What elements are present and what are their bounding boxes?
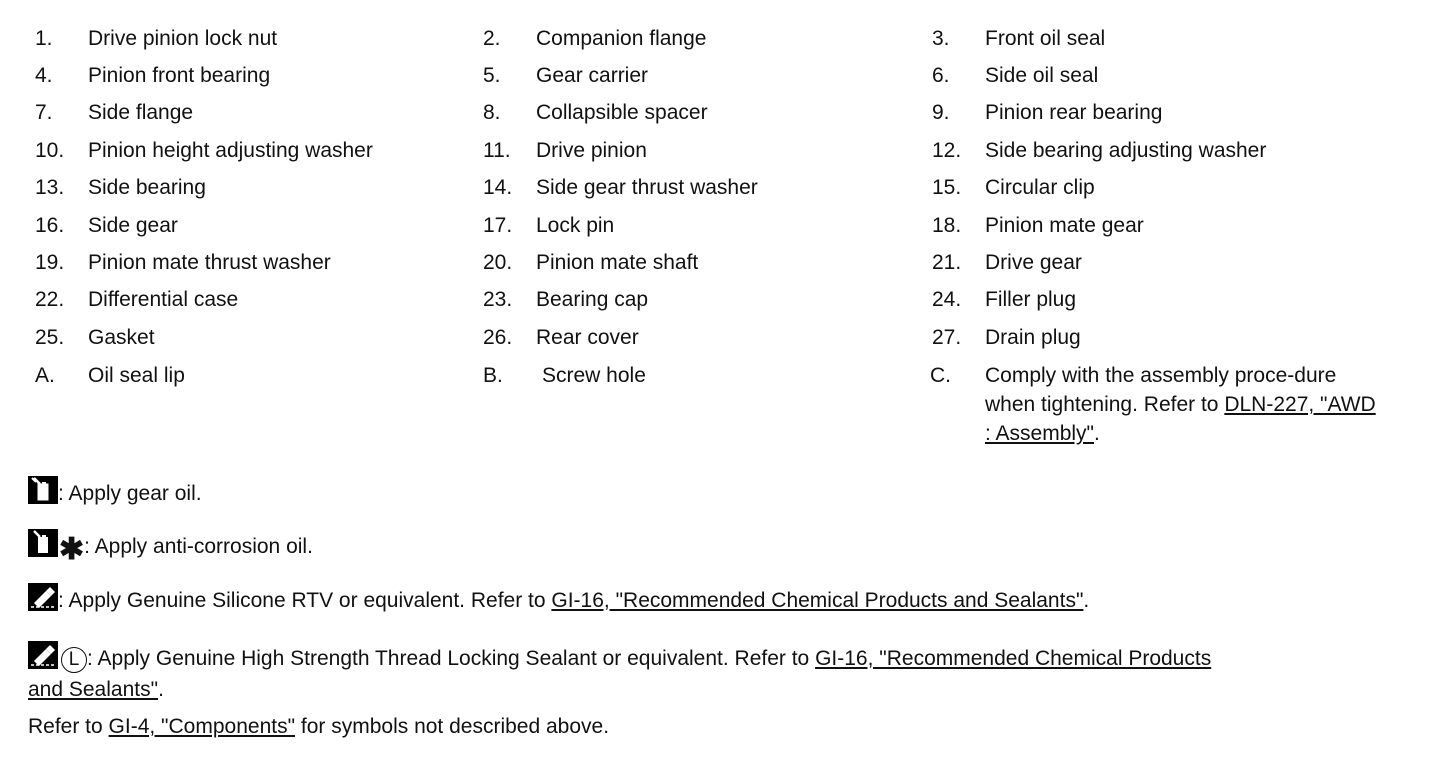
part-number: 24.	[932, 288, 962, 311]
part-label: Drain plug	[985, 326, 1081, 349]
legend-gear-oil: : Apply gear oil.	[28, 476, 202, 508]
part-number: 2.	[483, 27, 501, 50]
part-label: Pinion mate shaft	[536, 251, 699, 274]
part-number: 10.	[35, 139, 65, 162]
legend-refer: Refer to GI-4, "Components" for symbols not described above.	[28, 715, 610, 738]
sealant-tube-icon	[28, 583, 58, 611]
part-label: Bearing cap	[536, 288, 649, 311]
part-label: Side bearing adjusting washer	[985, 139, 1267, 162]
gi-16-link-2[interactable]: GI-16, "Recommended Chemical Products	[815, 647, 1212, 670]
part-number: 4.	[35, 64, 53, 87]
part-label: Filler plug	[985, 288, 1077, 311]
part-number: 20.	[483, 251, 513, 274]
part-label: Gasket	[88, 326, 155, 349]
sealant-tube-icon	[28, 641, 58, 669]
gi-16-link[interactable]: GI-16, "Recommended Chemical Products and Sealants"	[551, 589, 1084, 612]
legend-thread-lock-cont: and Sealants".	[28, 678, 164, 701]
part-number: 21.	[932, 251, 962, 274]
oil-can-icon	[28, 529, 58, 557]
part-number: 27.	[932, 326, 962, 349]
part-label: Drive pinion lock nut	[88, 27, 278, 50]
dln-227-link[interactable]: DLN-227, "AWD : Assembly"	[985, 393, 1376, 445]
part-label: Lock pin	[536, 214, 615, 237]
part-number: 19.	[35, 251, 65, 274]
part-number: 15.	[932, 176, 962, 199]
part-number: 17.	[483, 214, 513, 237]
part-label: Side gear thrust washer	[536, 176, 758, 199]
part-label: Side bearing	[88, 176, 206, 199]
part-number: 6.	[932, 64, 950, 87]
part-label: Pinion rear bearing	[985, 101, 1163, 124]
part-number: 14.	[483, 176, 513, 199]
part-label: Screw hole	[542, 364, 646, 387]
part-label: Companion flange	[536, 27, 707, 50]
part-number: 5.	[483, 64, 501, 87]
legend-silicone: : Apply Genuine Silicone RTV or equivalent. Refer to GI-16, "Recommended Chemical Products and Sealants".	[28, 583, 1089, 615]
part-label: Front oil seal	[985, 27, 1106, 50]
part-number: 3.	[932, 27, 950, 50]
part-number: 23.	[483, 288, 513, 311]
part-number: 25.	[35, 326, 65, 349]
part-number: 13.	[35, 176, 65, 199]
circle-l-icon: L	[61, 647, 87, 673]
part-number: 26.	[483, 326, 513, 349]
part-label: Circular clip	[985, 176, 1095, 199]
part-label: Drive pinion	[536, 139, 647, 162]
part-label: Pinion front bearing	[88, 64, 271, 87]
part-label: Side flange	[88, 101, 194, 124]
part-label: Differential case	[88, 288, 239, 311]
part-number: A.	[35, 364, 55, 387]
part-number: 11.	[483, 139, 511, 162]
part-number: B.	[483, 364, 503, 387]
part-label: Oil seal lip	[88, 364, 185, 387]
part-number: 9.	[932, 101, 950, 124]
gi-4-link[interactable]: GI-4, "Components"	[108, 715, 296, 738]
part-label: Pinion mate gear	[985, 214, 1144, 237]
part-label: Gear carrier	[536, 64, 649, 87]
gi-16-link-2-cont[interactable]: and Sealants"	[28, 678, 159, 701]
note-c-text: Comply with the assembly proce-dure when tightening. Refer to DLN-227, "AWD : Assembly".	[985, 364, 1376, 445]
part-number: 12.	[932, 139, 962, 162]
legend-thread-lock: L : Apply Genuine High Strength Thread Locking Sealant or equivalent. Refer to GI-16, "Recommended Chemical Products	[28, 641, 1211, 673]
part-number: 22.	[35, 288, 65, 311]
oil-can-icon	[28, 476, 58, 504]
asterisk-mark: ✱	[59, 533, 85, 566]
note-c-number: C.	[930, 364, 951, 387]
part-label: Side oil seal	[985, 64, 1099, 87]
legend-anti-corrosion: ✱: Apply anti-corrosion oil.	[28, 529, 313, 564]
part-label: Collapsible spacer	[536, 101, 708, 124]
part-number: 1.	[35, 27, 53, 50]
part-number: 16.	[35, 214, 65, 237]
part-label: Pinion height adjusting washer	[88, 139, 373, 162]
part-label: Pinion mate thrust washer	[88, 251, 331, 274]
part-number: 7.	[35, 101, 53, 124]
part-label: Rear cover	[536, 326, 639, 349]
part-label: Drive gear	[985, 251, 1082, 274]
part-number: 18.	[932, 214, 962, 237]
part-number: 8.	[483, 101, 501, 124]
part-label: Side gear	[88, 214, 178, 237]
